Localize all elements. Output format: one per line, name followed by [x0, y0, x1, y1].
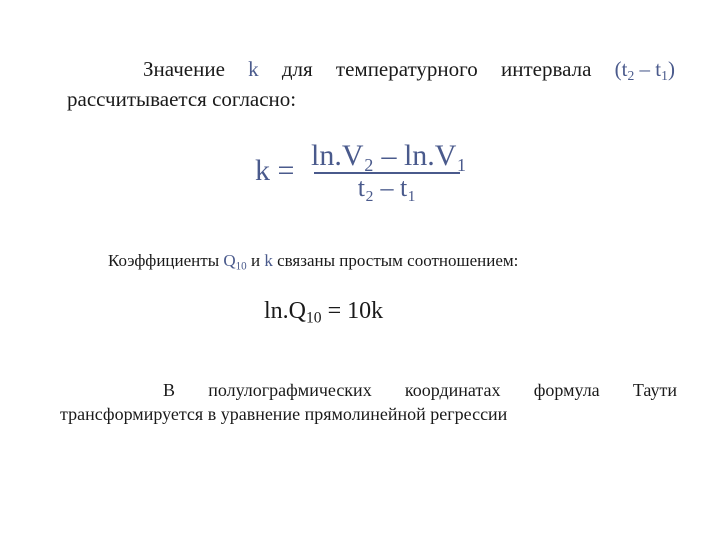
- intro-word: интервала: [500, 57, 592, 81]
- formula-denominator: t₂ – t₁: [357, 173, 417, 202]
- formula-numerator: ln.V₂ – ln.V₁: [311, 139, 467, 172]
- intro-interval: $(t_2 - t_1)$: [614, 57, 675, 84]
- q10-symbol: $Q_{10}$: [223, 251, 247, 273]
- conclusion-line-1: В полулографмических координатах формула Таути: [163, 380, 677, 400]
- k-symbol: k: [264, 251, 273, 270]
- formula-fraction: [311, 139, 467, 202]
- intro-line-2: рассчитывается согласно:: [67, 87, 297, 111]
- relation-sentence: Коэффициенты $Q_{10}$ и k связаны простым соотношением:: [108, 251, 519, 273]
- intro-k-symbol: k: [248, 57, 259, 81]
- intro-paragraph: [67, 54, 675, 114]
- intro-line-1: [67, 54, 675, 84]
- intro-word: температурного: [335, 57, 478, 81]
- formula-lhs: k =: [255, 154, 295, 187]
- q10-equation: $\ln.Q_{10} = 10k$: [264, 298, 384, 327]
- intro-word: Значение: [143, 57, 225, 81]
- conclusion-line-2: трансформируется в уравнение прямолинейной регрессии: [60, 404, 508, 424]
- conclusion-paragraph: [60, 378, 677, 426]
- intro-word: для: [281, 57, 313, 81]
